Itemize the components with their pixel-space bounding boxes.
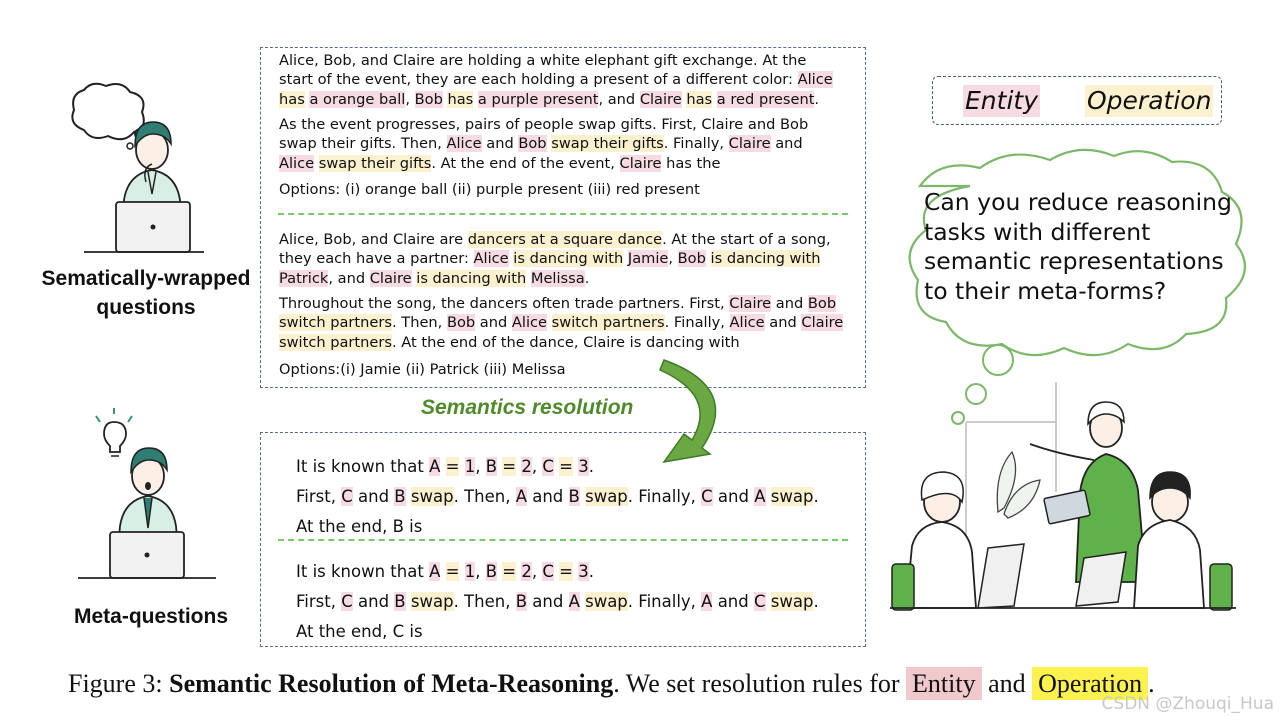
operation-highlight: = (502, 562, 517, 581)
text-segment: Throughout the song, the dancers often trade partners. First, (279, 295, 730, 312)
entity-highlight: A (429, 562, 441, 581)
text-segment: . Then, (453, 487, 516, 506)
team-meeting-illustration (888, 382, 1238, 612)
operation-highlight: has (279, 90, 305, 108)
operation-highlight: switch partners (279, 333, 392, 351)
entity-highlight: Bob (807, 295, 837, 312)
entity-highlight: Melissa (530, 269, 585, 287)
text-segment: and (352, 592, 395, 611)
operation-highlight: = (445, 457, 460, 476)
text-segment: . Finally, (627, 487, 702, 506)
entity-highlight: Alice (279, 154, 315, 172)
q1-options: Options: (i) orange ball (ii) purple present (iii) red present (279, 181, 700, 198)
text-line (279, 90, 833, 109)
text-segment: . Finally, (627, 592, 702, 611)
text-line (279, 115, 808, 134)
operation-highlight: swap their gifts (318, 154, 432, 172)
entity-highlight: Alice (511, 314, 548, 332)
text-line (279, 70, 833, 89)
question-separator (278, 213, 848, 215)
caption-entity: Entity (906, 667, 982, 700)
text-segment (706, 250, 711, 267)
entity-highlight: 1 (464, 562, 476, 581)
text-segment: and (481, 135, 519, 153)
watermark: CSDN @Zhouqi_Hua (1101, 694, 1274, 714)
entity-highlight: Claire (728, 135, 771, 153)
text-line (296, 452, 819, 482)
text-segment: First, (296, 487, 342, 506)
entity-highlight: B (515, 592, 528, 611)
entity-highlight: Bob (446, 314, 476, 332)
text-segment: . At the end of the event, (431, 154, 620, 172)
entity-highlight: B (568, 487, 580, 506)
text-line (279, 249, 831, 268)
entity-highlight: C (542, 457, 554, 476)
text-segment: At the end, C is (296, 622, 423, 641)
semantic-label: Sematically-wrapped questions (41, 267, 251, 319)
text-segment (766, 487, 771, 506)
operation-highlight: swap (410, 592, 454, 611)
text-segment: they each have a partner: (279, 250, 474, 268)
operation-highlight: switch partners (551, 314, 665, 332)
operation-highlight: = (559, 562, 573, 581)
entity-highlight: Bob (518, 135, 547, 153)
operation-highlight: swap (770, 487, 814, 506)
text-line (279, 134, 808, 153)
entity-highlight: Bob (414, 90, 443, 108)
operation-highlight: swap (585, 592, 628, 611)
entity-highlight: C (754, 592, 766, 611)
q2-intro (279, 230, 831, 288)
caption-prefix: Figure 3: (68, 669, 170, 698)
text-segment (459, 457, 464, 476)
text-segment: and (764, 314, 802, 332)
text-segment: and (526, 487, 569, 506)
text-segment: , and (598, 90, 640, 108)
text-segment: . (814, 90, 820, 108)
text-segment: and (712, 487, 755, 506)
text-line (296, 557, 819, 587)
text-segment: First, (296, 592, 342, 611)
entity-highlight: Jamie (627, 250, 669, 268)
entity-highlight: 2 (521, 457, 532, 476)
entity-highlight: A (701, 592, 713, 611)
text-line (296, 617, 819, 647)
operation-highlight: switch partners (279, 314, 392, 332)
text-segment: , (531, 562, 543, 581)
operation-highlight: is dancing with (710, 250, 821, 268)
text-segment: and (771, 295, 808, 312)
text-segment: It is known that (296, 457, 430, 476)
text-segment: and (475, 314, 512, 332)
text-segment: has the (661, 154, 721, 172)
q2-swaps (279, 294, 843, 352)
text-segment: . (813, 487, 819, 506)
text-line (279, 154, 808, 173)
text-segment: . (584, 269, 590, 287)
operation-highlight: = (445, 562, 460, 581)
text-segment: start of the event, they are each holding a present of a different color: (279, 71, 798, 89)
text-segment (440, 457, 445, 476)
entity-highlight: A (429, 457, 441, 476)
text-segment: . At the start of a song, (662, 231, 831, 248)
meta-separator (278, 539, 848, 541)
entity-highlight: A (754, 487, 766, 506)
entity-highlight: Bob (677, 250, 706, 268)
operation-highlight: = (559, 457, 573, 476)
text-segment: . Then, (392, 314, 447, 332)
caption-middle: . We set resolution rules for (613, 669, 907, 698)
semantics-resolution-label: Semantics resolution (421, 396, 634, 419)
text-segment: At the end, B is (296, 517, 423, 536)
text-line (279, 51, 833, 70)
text-segment: . (588, 457, 594, 476)
text-segment: . (588, 562, 594, 581)
text-segment: As the event progresses, pairs of people swap gifts. First, Claire and Bob (279, 116, 809, 133)
caption-end: . (1148, 669, 1155, 698)
entity-highlight: 3 (578, 562, 589, 581)
entity-highlight: Alice (729, 314, 765, 332)
text-segment: . Then, (453, 592, 516, 611)
entity-highlight: Alice (797, 71, 833, 89)
entity-highlight: B (394, 487, 406, 506)
text-line (279, 230, 831, 249)
caption-title: Semantic Resolution of Meta-Reasoning (169, 669, 614, 698)
text-segment: Alice, Bob, and Claire are holding a white elephant gift exchange. At the (279, 52, 807, 69)
entity-highlight: Patrick (279, 269, 329, 287)
entity-highlight: 2 (521, 562, 532, 581)
text-segment: , and (328, 269, 370, 287)
entity-highlight: C (542, 562, 554, 581)
q2-options: Options:(i) Jamie (ii) Patrick (iii) Melissa (279, 361, 566, 378)
q1-intro (279, 51, 833, 109)
entity-highlight: C (341, 592, 353, 611)
operation-highlight: swap their gifts (551, 135, 664, 153)
thought-question: Can you reduce reasoning tasks with different semantic representations to their meta-forms? (924, 188, 1232, 305)
text-segment: and (712, 592, 754, 611)
operation-highlight: swap (770, 592, 814, 611)
entity-highlight: C (701, 487, 713, 506)
meta-question-1 (296, 452, 819, 542)
entity-highlight: Claire (619, 154, 662, 172)
caption-operation: Operation (1032, 667, 1148, 700)
operation-highlight: has (686, 90, 713, 108)
text-segment (440, 562, 445, 581)
text-segment (459, 562, 464, 581)
text-segment: . Finally, (664, 314, 730, 332)
text-segment (547, 314, 552, 331)
operation-highlight: swap (585, 487, 628, 506)
entity-highlight: Claire (729, 295, 772, 312)
text-segment: . At the end of the dance, Claire is dancing with (392, 333, 740, 351)
entity-highlight: B (394, 592, 406, 611)
entity-highlight: 1 (464, 457, 476, 476)
text-segment: , (475, 562, 486, 581)
operation-highlight: is dancing with (416, 269, 527, 287)
figure-caption (68, 664, 1155, 704)
entity-highlight: Claire (801, 314, 844, 332)
text-line (279, 294, 843, 313)
operation-highlight: = (502, 457, 517, 476)
text-line (296, 482, 819, 512)
text-segment: swap their gifts. Then, (279, 135, 447, 153)
operation-highlight: dancers at a square dance (467, 231, 663, 248)
lightbulb-person-icon (70, 404, 220, 584)
operation-highlight: swap (410, 487, 454, 506)
text-line (279, 333, 843, 352)
entity-highlight: a orange ball (309, 90, 406, 108)
text-segment: . Finally, (663, 135, 729, 153)
entity-highlight: C (341, 487, 353, 506)
entity-highlight: Claire (369, 269, 412, 287)
entity-highlight: a purple present (477, 90, 599, 108)
text-line (279, 269, 831, 288)
entity-highlight: a red present (716, 90, 815, 108)
text-segment: and (527, 592, 569, 611)
curved-arrow-icon (650, 352, 730, 480)
entity-highlight: Claire (639, 90, 682, 108)
entity-highlight: A (568, 592, 580, 611)
entity-highlight: A (515, 487, 527, 506)
text-segment: Alice, Bob, and Claire are (279, 231, 468, 248)
entity-highlight: 3 (578, 457, 589, 476)
operation-highlight: has (447, 90, 474, 108)
text-segment: , (531, 457, 543, 476)
text-line (296, 587, 819, 617)
text-segment: and (770, 135, 803, 153)
legend-operation: Operation (1087, 86, 1212, 115)
entity-highlight: Alice (473, 250, 509, 268)
entity-highlight: B (485, 457, 498, 476)
text-segment: It is known that (296, 562, 430, 581)
text-line (296, 512, 819, 542)
text-segment: , (475, 457, 486, 476)
text-segment (766, 592, 771, 611)
thinking-person-icon (62, 70, 212, 260)
operation-highlight: is dancing with (513, 250, 624, 268)
meta-label: Meta-questions (73, 605, 228, 628)
caption-and: and (981, 669, 1033, 698)
entity-highlight: B (485, 562, 498, 581)
text-segment: and (352, 487, 395, 506)
entity-highlight: Alice (446, 135, 482, 153)
text-segment: . (813, 592, 819, 611)
q1-swaps (279, 115, 808, 173)
legend-box (932, 76, 1222, 125)
text-segment: , (668, 250, 678, 268)
text-segment: , (405, 90, 415, 108)
text-line (279, 313, 843, 332)
legend-entity: Entity (965, 86, 1038, 115)
meta-question-2 (296, 557, 819, 647)
